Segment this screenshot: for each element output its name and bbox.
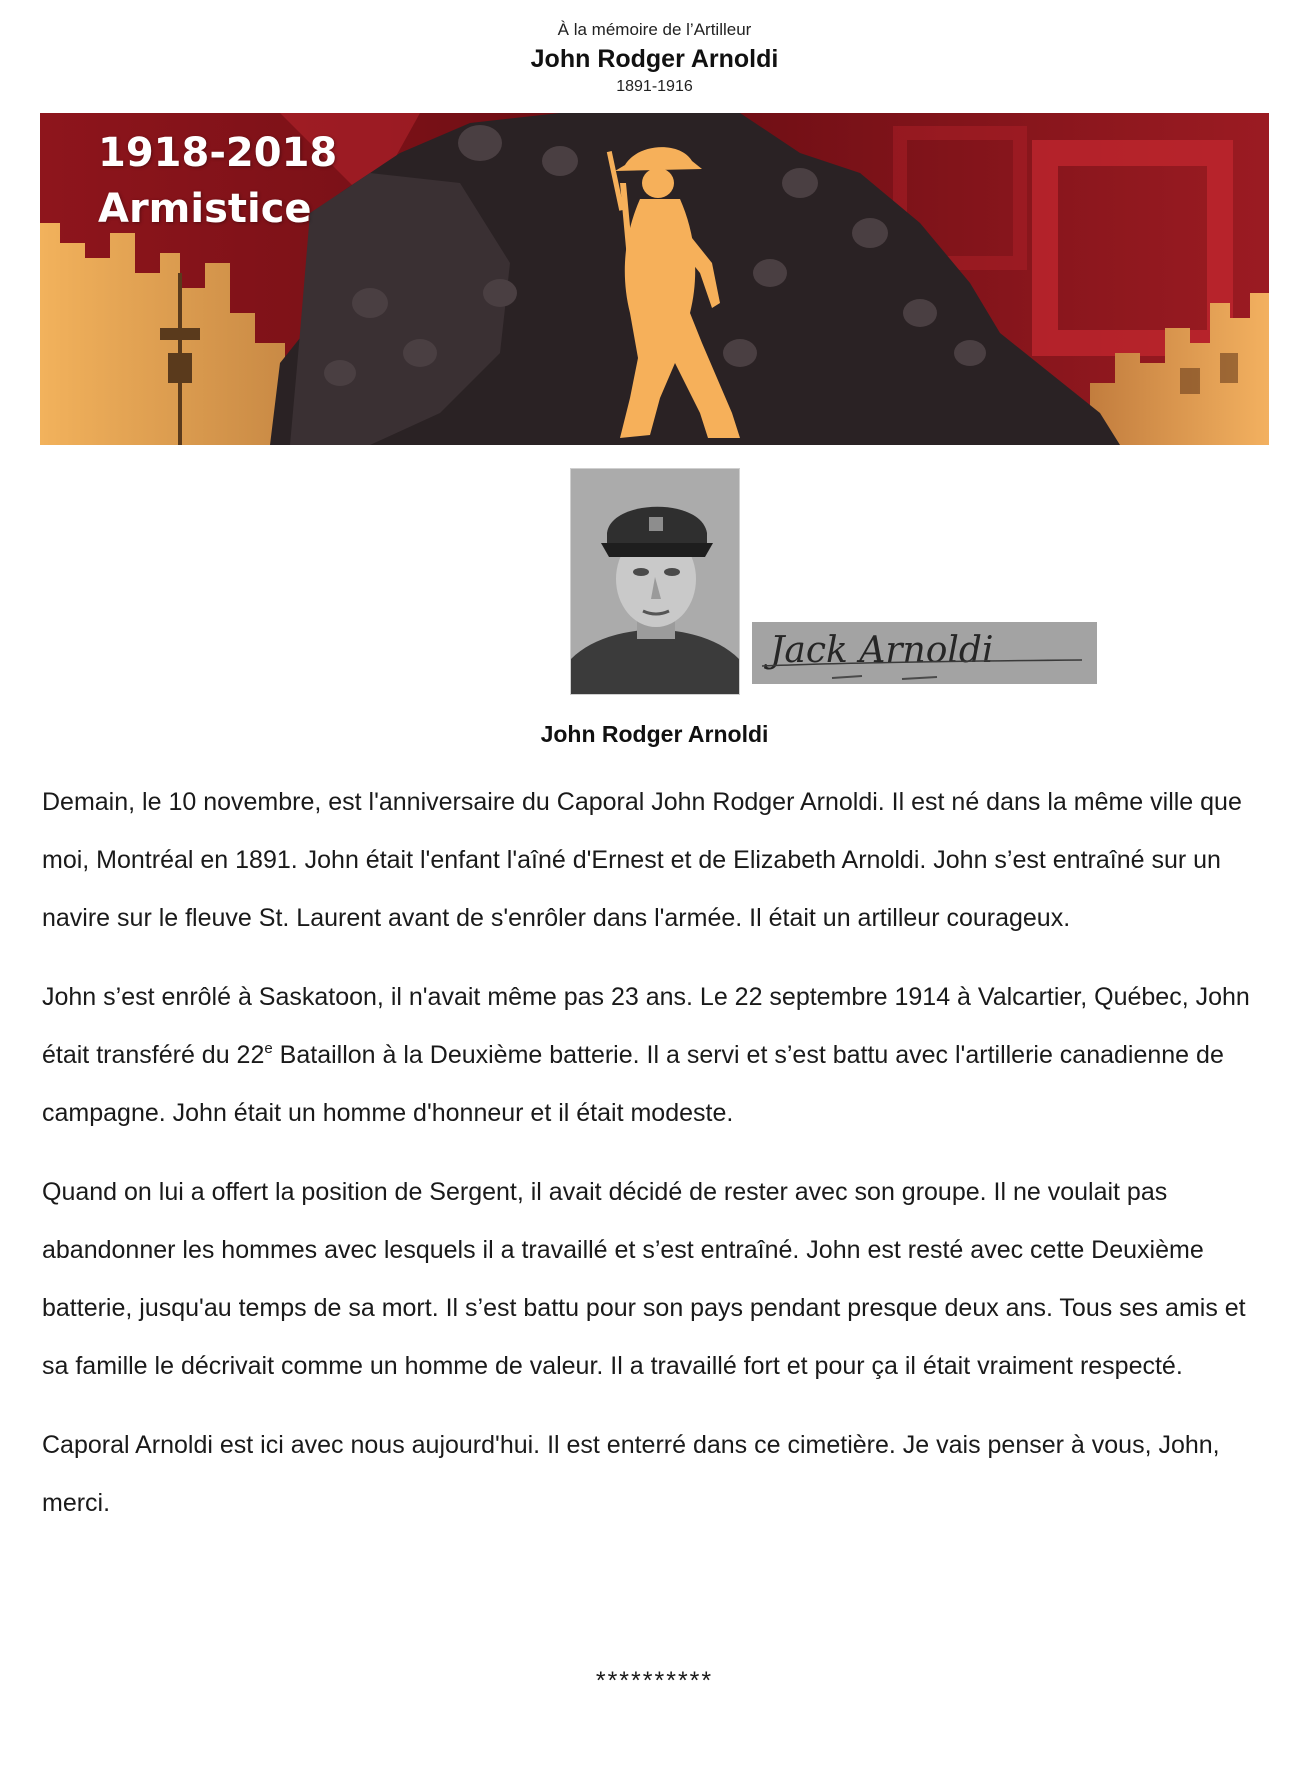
paragraph-4: Caporal Arnoldi est ici avec nous aujourd'hui. Il est enterré dans ce cimetière. Je vais penser à vous, John, merci. [42, 1431, 1220, 1517]
paragraph-2-start: John s’est enrôlé à Saskatoon, il n'avait même pas 23 ans. Le 22 septembre 1914 à Valcartier, Québec, John était transféré du 22 [42, 983, 1250, 1069]
asterisk-separator: ********** [595, 1667, 714, 1695]
paragraph-2 [42, 968, 1272, 1142]
armistice-banner [40, 113, 1269, 445]
handwritten-signature-icon [752, 622, 1097, 684]
memorial-years: 1891-1916 [616, 78, 693, 95]
portrait-photo-icon [571, 469, 739, 694]
signature-image [752, 622, 1097, 684]
banner-title [98, 125, 337, 237]
portrait-caption: John Rodger Arnoldi [540, 721, 769, 747]
soldier-portrait [570, 468, 740, 695]
banner-years: 1918-2018 [98, 130, 338, 176]
paragraph-3: Quand on lui a offert la position de Sergent, il avait décidé de rester avec son groupe. Il ne voulait pas abandonner les hommes avec lesquels il a travaillé et s’est entraîné. John est resté avec cette Deuxième batterie, jusqu'au temps de sa mort. Il s’est battu pour son pays pendant presque deux ans. Tous ses amis et sa famille le décrivait comme un homme de valeur. Il a travaillé fort et pour ça il était vraiment respecté. [42, 1178, 1246, 1380]
svg-text:Jack Arnoldi: Jack Arnoldi [770, 630, 994, 671]
paragraph-1: Demain, le 10 novembre, est l'anniversaire du Caporal John Rodger Arnoldi. Il est né dans la même ville que moi, Montréal en 1891. John était l'enfant l'aîné d'Ernest et de Elizabeth Arnoldi. John s’est entraîné sur un navire sur le fleuve St. Laurent avant de s'enrôler dans l'armée. Il était un artilleur courageux. [42, 788, 1242, 932]
dedication-line: À la mémoire de l’Artilleur [557, 20, 752, 39]
memorial-text [42, 773, 1272, 1553]
paragraph-2-end: Bataillon à la Deuxième batterie. Il a servi et s’est battu avec l'artillerie canadienne de campagne. John était un homme d'honneur et il était modeste. [42, 1041, 1224, 1127]
banner-armistice: Armistice [98, 186, 312, 232]
ordinal-superscript: e [264, 1040, 273, 1057]
memorial-name: John Rodger Arnoldi [530, 45, 779, 73]
memorial-header [0, 18, 1309, 98]
